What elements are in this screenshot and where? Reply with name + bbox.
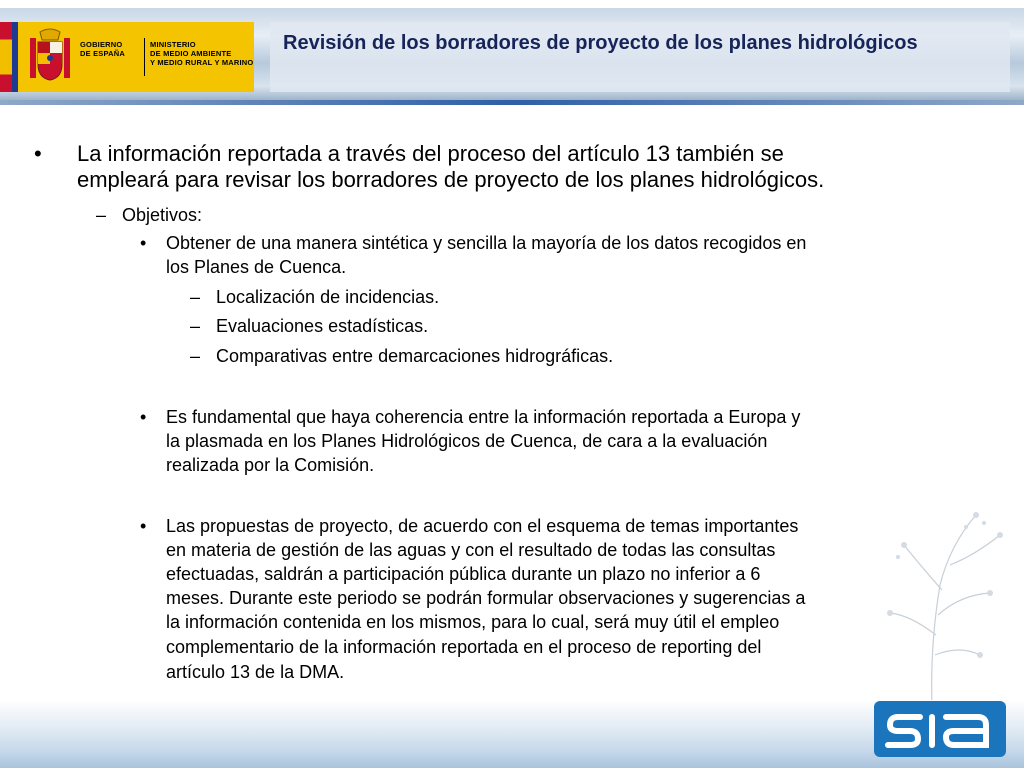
government-label: GOBIERNO DE ESPAÑA [80,40,126,58]
subitem-text: Localización de incidencias. [216,287,440,307]
item-text-line: Obtener de una manera sintética y sencilla la mayoría de los datos recogidos en [166,233,807,253]
sub-bullet-icon: • [140,516,147,536]
item-text-line: Las propuestas de proyecto, de acuerdo con el esquema de temas importantes [166,516,799,536]
sia-logo [874,701,1006,757]
dash-icon: – [190,316,201,336]
sia-logo-icon [874,701,1006,757]
dash-icon: – [96,205,107,225]
item-text-line: la plasmada en los Planes Hidrológicos de Cuenca, de cara a la evaluación [166,431,768,451]
item-text-line: realizada por la Comisión. [166,455,375,475]
main-text-line: empleará para revisar los borradores de proyecto de los planes hidrológicos. [77,167,825,192]
subitem-text: Comparativas entre demarcaciones hidrográficas. [216,346,614,366]
item-text-line: en materia de gestión de las aguas y con el resultado de todas las consultas [166,540,776,560]
subitem-text: Evaluaciones estadísticas. [216,316,429,336]
sub-bullet-icon: • [140,233,147,253]
objectives-label: Objetivos: [122,205,203,225]
footer-wave [0,700,1024,768]
item-text-line: meses. Durante este periodo se podrán formular observaciones y sugerencias a [166,588,806,608]
item-text-line: artículo 13 de la DMA. [166,662,345,682]
bullet-icon: • [34,141,42,166]
government-logo [18,22,254,92]
dash-icon: – [190,346,201,366]
header-divider [0,100,1024,105]
sub-bullet-icon: • [140,407,147,427]
item-text-line: la información contenida en los mismos, para lo cual, será muy útil el empleo [166,612,780,632]
spain-flag-icon [0,22,12,92]
plant-watermark-icon [880,505,1010,705]
logo-divider [144,38,145,76]
item-text-line: efectuadas, saldrán a participación pública durante un plazo no inferior a 6 [166,564,761,584]
item-text-line: Es fundamental que haya coherencia entre la información reportada a Europa y [166,407,801,427]
coat-of-arms-icon [26,28,74,86]
ministry-label: MINISTERIO DE MEDIO AMBIENTE Y MEDIO RURAL Y MARINO [150,40,254,67]
item-text-line: los Planes de Cuenca. [166,257,347,277]
item-text-line: complementario de la información reportada en el proceso de reporting del [166,637,762,657]
main-text-line: La información reportada a través del proceso del artículo 13 también se [77,141,784,166]
slide-title: Revisión de los borradores de proyecto de los planes hidrológicos [283,32,918,54]
dash-icon: – [190,287,201,307]
